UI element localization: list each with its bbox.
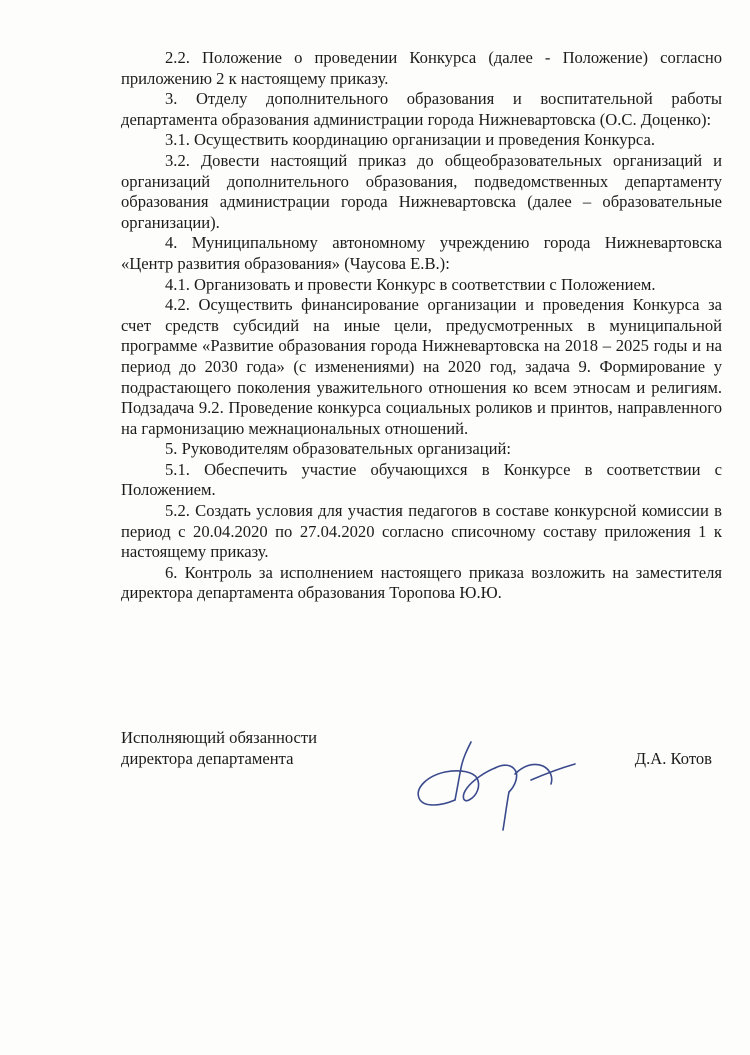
signer-name: Д.А. Котов [634, 749, 712, 768]
signer-position-line-2: директора департамента [121, 748, 294, 768]
paragraph-4-1: 4.1. Организовать и провести Конкурс в соответствии с Положением. [165, 274, 656, 294]
signer-position-line-1: Исполняющий обязанности [121, 728, 318, 747]
paragraph-5-1: 5.1. Обеспечить участие обучающихся в Конкурсе в соответствии с Положением. [121, 459, 722, 500]
paragraph-3: 3. Отделу дополнительного образования и воспитательной работы департамента образования администрации города Нижневартовска (О.С. Доценко): [121, 89, 722, 129]
paragraph-2-2: 2.2. Положение о проведении Конкурса (далее - Положение) согласно приложению 2 к настоящему приказу. [121, 48, 722, 88]
paragraph-4-2: 4.2. Осуществить финансирование организации и проведения Конкурса за счет средств субсидий на иные цели, предусмотренных в муниципальной программе «Развитие образования города Нижневартовска на 2018 – 2025 годы и на период до 2030 года» (с изменениями) на 2020 год, задача 9. Формирование у подрастающего поколения уважительного отношения ко всем этносам и религиям. Подзадача 9.2. Проведение конкурса социальных роликов и принтов, направленного на гармонизацию межнациональных отношений. [121, 295, 722, 438]
paragraph-4: 4. Муниципальному автономному учреждению города Нижневартовска «Центр развития образования» (Чаусова Е.В.): [121, 233, 722, 273]
paragraph-3-2: 3.2. Довести настоящий приказ до общеобразовательных организаций и организаций дополнительного образования, подведомственных департаменту образования администрации города Нижневартовска (далее – образовательные организации). [121, 150, 722, 232]
signer-position [121, 728, 317, 769]
document-body [121, 48, 722, 604]
paragraph-5: 5. Руководителям образовательных организаций: [165, 439, 512, 459]
paragraph-3-1: 3.1. Осуществить координацию организации и проведения Конкурса. [165, 130, 655, 150]
paragraph-5-2: 5.2. Создать условия для участия педагогов в составе конкурсной комиссии в период с 20.04.2020 по 27.04.2020 согласно списочному составу приложения 1 к настоящему приказу. [121, 501, 722, 562]
handwritten-signature [411, 728, 591, 838]
signature-block [121, 728, 722, 838]
paragraph-6: 6. Контроль за исполнением настоящего приказа возложить на заместителя директора департамента образования Торопова Ю.Ю. [121, 562, 722, 603]
